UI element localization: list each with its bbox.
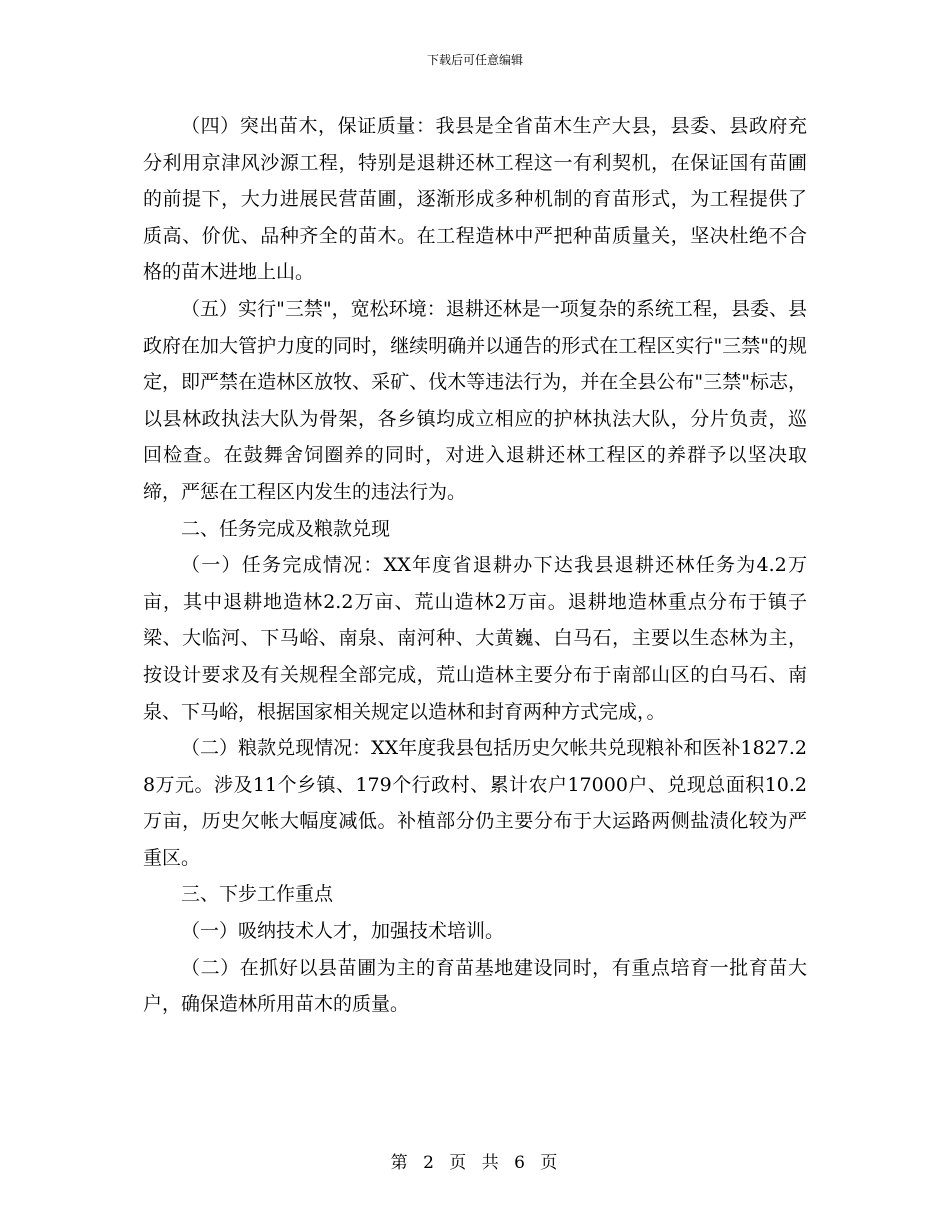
page-number: 第 2 页 共 6 页 xyxy=(390,1153,560,1173)
section-heading-next-steps: 三、下步工作重点 xyxy=(181,883,334,906)
paragraph-task-status: （一）任务完成情况：XX年度省退耕办下达我县退耕还林任务为4.2万亩，其中退耕地造林2.2万亩、荒山造林2万亩。退耕地造林重点分布于镇子梁、大临河、下马峪、南泉、南河种、大黄巍、白马石，主要以生态林为主，按设计要求及有关规程全部完成，荒山造林主要分布于南部山区的白马石、南泉、下马峪，根据国家相关规定以造林和封育两种方式完成，。 xyxy=(143,554,807,723)
page-header: 下载后可任意编辑 xyxy=(426,53,523,67)
paragraph-grain-payment: （二）粮款兑现情况：XX年度我县包括历史欠帐共兑现粮补和医补1827.28万元。涉及11个乡镇、179个行政村、累计农户17000户、兑现总面积10.2万亩，历史欠帐大幅度减低。补植部分仍主要分布于大运路两侧盐渍化较为严重区。 xyxy=(143,737,807,869)
paragraph-seedling-quality: （四）突出苗木，保证质量：我县是全省苗木生产大县，县委、县政府充分利用京津风沙源工程，特别是退耕还林工程这一有利契机，在保证国有苗圃的前提下，大力进展民营苗圃，逐渐形成多种机制的育苗形式，为工程提供了质高、价优、品种齐全的苗木。在工程造林中严把种苗质量关，坚决杜绝不合格的苗木进地上山。 xyxy=(143,115,807,284)
paragraph-three-bans: （五）实行"三禁"，宽松环境：退耕还林是一项复杂的系统工程，县委、县政府在加大管护力度的同时，继续明确并以通告的形式在工程区实行"三禁"的规定，即严禁在造林区放牧、采矿、伐木等违法行为，并在全县公布"三禁"标志，以县林政执法大队为骨架，各乡镇均成立相应的护林执法大队，分片负责，巡回检查。在鼓舞舍饲圈养的同时，对进入退耕还林工程区的养群予以坚决取缔，严惩在工程区内发生的违法行为。 xyxy=(143,297,807,503)
document-body xyxy=(143,108,807,1023)
paragraph-nursery-base: （二）在抓好以县苗圃为主的育苗基地建设同时，有重点培育一批育苗大户，确保造林所用苗木的质量。 xyxy=(143,956,807,1016)
section-heading-task-completion: 二、任务完成及粮款兑现 xyxy=(181,517,391,540)
paragraph-talent-training: （一）吸纳技术人才，加强技术培训。 xyxy=(181,920,505,943)
